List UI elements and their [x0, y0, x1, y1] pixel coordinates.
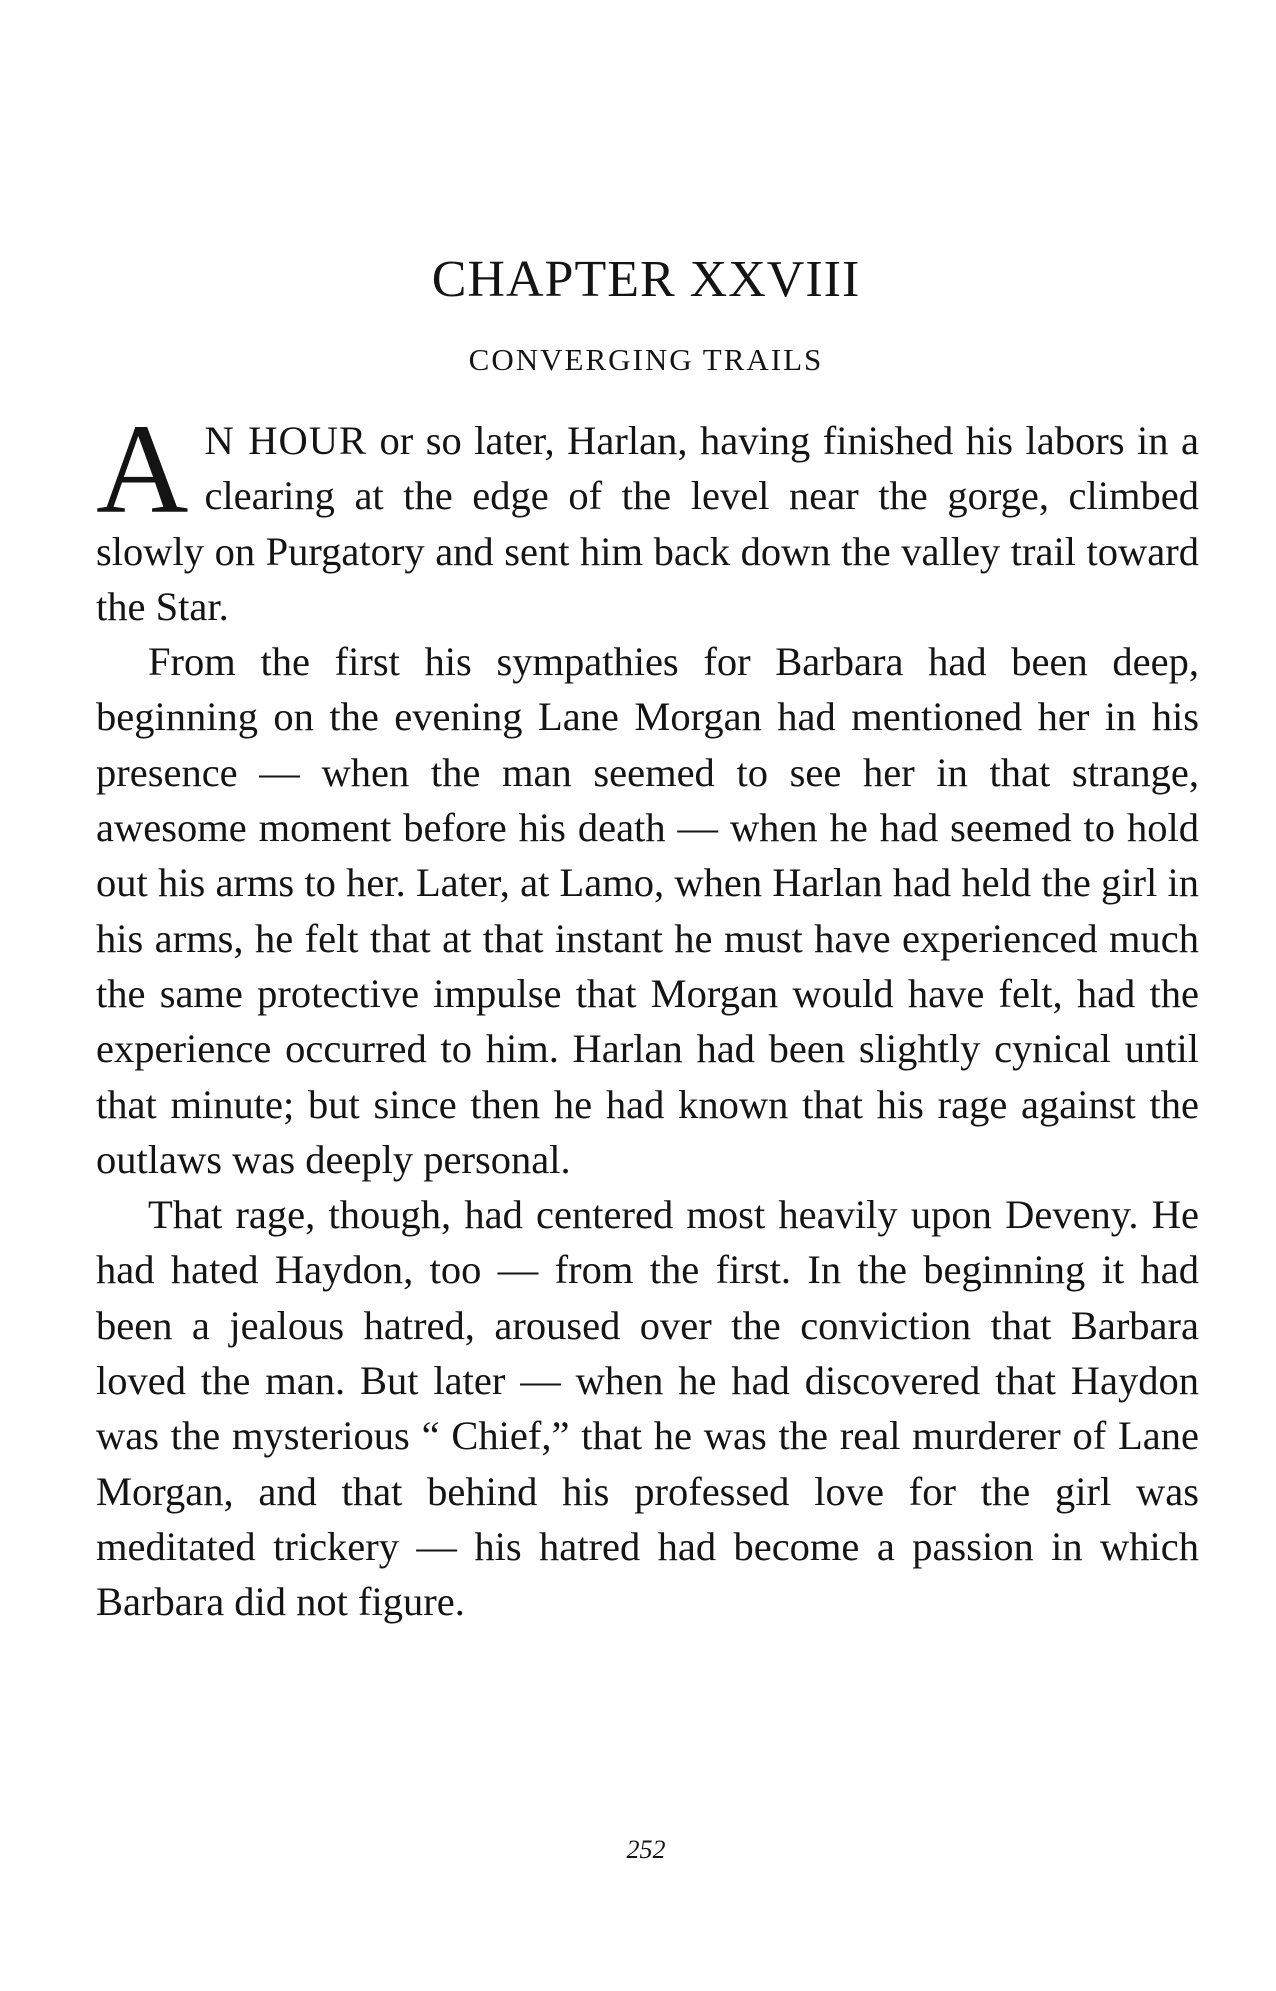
chapter-title: CHAPTER XXVIII	[431, 251, 861, 308]
page-number: 252	[626, 1835, 666, 1864]
chapter-body	[96, 398, 1199, 1630]
chapter-subtitle: CONVERGING TRAILS	[468, 342, 824, 377]
paragraph-2: From the first his sympathies for Barbara had been deep, beginning on the evening Lane Morgan had mentioned her in his presence — when the man seemed to see her in that strange, awesome moment before his death — when he had seemed to hold out his arms to her. Later, at Lamo, when Harlan had held the girl in his arms, he felt that at that instant he must have experienced much the same protective impulse that Morgan would have felt, had the experience occurred to him. Harlan had been slightly cynical until that minute; but since then he had known that his rage against the outlaws was deeply personal.	[96, 639, 1199, 1182]
drop-cap: A	[96, 398, 189, 540]
paragraph-3: That rage, though, had centered most heavily upon Deveny. He had hated Haydon, too — from the first. In the beginning it had been a jealous hatred, aroused over the conviction that Barbara loved the man. But later — when he had discovered that Haydon was the mysterious “ Chief,” that he was the real murderer of Lane Morgan, and that behind his professed love for the girl was meditated trickery — his hatred had become a passion in which Barbara did not figure.	[96, 1192, 1199, 1625]
paragraph-1-text: or so later, Harlan, having finished his labors in a clearing at the edge of the level near the gorge, climbed slowly on Purgatory and sent him back down the valley trail toward the Star.	[96, 418, 1199, 629]
paragraph-1	[96, 398, 1199, 634]
paragraph-lead: N HOUR	[204, 418, 367, 463]
